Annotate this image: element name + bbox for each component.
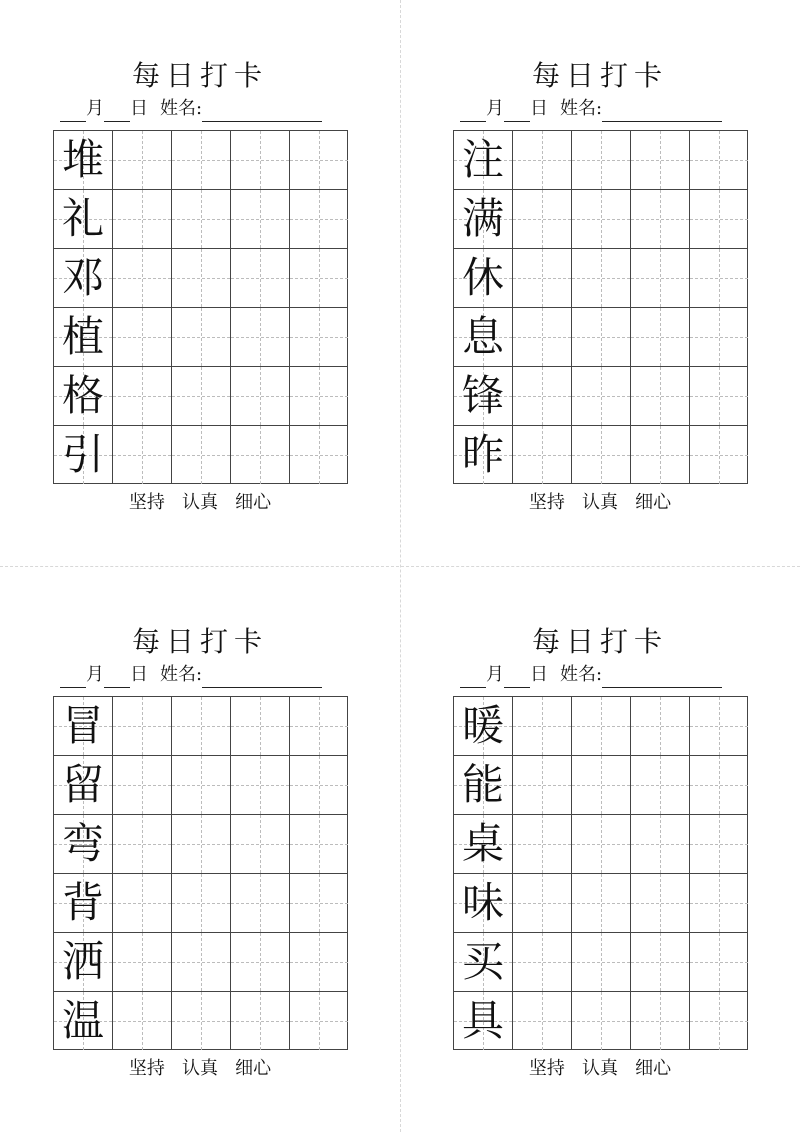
- motto: 坚持 认真 细心: [528, 1058, 672, 1079]
- day-label: 日: [530, 98, 548, 119]
- practice-cell[interactable]: [171, 696, 230, 755]
- date-name-line: [60, 662, 352, 688]
- model-char: 休: [461, 253, 504, 302]
- name-blank[interactable]: [602, 667, 722, 688]
- practice-cell[interactable]: [571, 425, 630, 484]
- day-blank[interactable]: [504, 101, 530, 122]
- practice-cell[interactable]: [289, 130, 348, 189]
- practice-cell[interactable]: [230, 366, 289, 425]
- card-title: 每日打卡: [131, 59, 268, 92]
- practice-cell[interactable]: [112, 307, 171, 366]
- date-name-line: [460, 662, 752, 688]
- month-blank[interactable]: [60, 101, 86, 122]
- model-char: 洒: [61, 937, 104, 986]
- model-char-cell: [453, 248, 512, 307]
- motto: 坚持 认真 细心: [128, 492, 272, 513]
- practice-cell[interactable]: [630, 307, 689, 366]
- month-label: 月: [486, 664, 504, 685]
- practice-cell[interactable]: [289, 189, 348, 248]
- practice-cell[interactable]: [571, 307, 630, 366]
- model-char-cell: [53, 307, 112, 366]
- practice-cell[interactable]: [171, 991, 230, 1050]
- model-char-cell: [53, 425, 112, 484]
- practice-card: [400, 566, 800, 1132]
- model-char-cell: [53, 366, 112, 425]
- model-char: 弯: [61, 819, 104, 868]
- practice-cell[interactable]: [112, 130, 171, 189]
- practice-cell[interactable]: [512, 307, 571, 366]
- model-char: 温: [61, 996, 104, 1045]
- practice-cell[interactable]: [230, 189, 289, 248]
- model-char-cell: [453, 696, 512, 755]
- model-char: 桌: [461, 819, 504, 868]
- model-char-cell: [53, 189, 112, 248]
- practice-cell[interactable]: [689, 425, 748, 484]
- practice-cell[interactable]: [512, 425, 571, 484]
- day-blank[interactable]: [104, 101, 130, 122]
- practice-cell[interactable]: [512, 130, 571, 189]
- practice-cell[interactable]: [230, 873, 289, 932]
- practice-cell[interactable]: [230, 696, 289, 755]
- model-char: 植: [61, 312, 104, 361]
- month-blank[interactable]: [460, 101, 486, 122]
- model-char: 礼: [61, 194, 104, 243]
- model-char: 具: [461, 996, 504, 1045]
- name-blank[interactable]: [202, 101, 322, 122]
- practice-cell[interactable]: [630, 932, 689, 991]
- practice-card: [0, 0, 400, 566]
- practice-cell[interactable]: [112, 425, 171, 484]
- practice-cell[interactable]: [571, 366, 630, 425]
- month-blank[interactable]: [460, 667, 486, 688]
- practice-cell[interactable]: [230, 991, 289, 1050]
- practice-cell[interactable]: [289, 755, 348, 814]
- practice-cell[interactable]: [112, 873, 171, 932]
- practice-cell[interactable]: [689, 814, 748, 873]
- practice-cell[interactable]: [112, 366, 171, 425]
- practice-cell[interactable]: [230, 755, 289, 814]
- practice-cell[interactable]: [689, 130, 748, 189]
- model-char: 引: [61, 430, 104, 479]
- practice-cell[interactable]: [512, 932, 571, 991]
- model-char-cell: [53, 696, 112, 755]
- model-char-cell: [453, 991, 512, 1050]
- model-char-cell: [53, 991, 112, 1050]
- practice-cell[interactable]: [171, 130, 230, 189]
- name-label: 姓名:: [560, 98, 603, 119]
- model-char-cell: [453, 814, 512, 873]
- practice-cell[interactable]: [171, 366, 230, 425]
- practice-cell[interactable]: [289, 425, 348, 484]
- day-blank[interactable]: [104, 667, 130, 688]
- model-char: 满: [461, 194, 504, 243]
- practice-cell[interactable]: [630, 814, 689, 873]
- practice-cell[interactable]: [171, 755, 230, 814]
- practice-cell[interactable]: [289, 873, 348, 932]
- day-label: 日: [130, 664, 148, 685]
- practice-cell[interactable]: [171, 307, 230, 366]
- practice-cell[interactable]: [171, 932, 230, 991]
- practice-cell[interactable]: [689, 248, 748, 307]
- model-char: 冒: [61, 701, 104, 750]
- day-label: 日: [530, 664, 548, 685]
- practice-cell[interactable]: [689, 755, 748, 814]
- practice-cell[interactable]: [289, 932, 348, 991]
- practice-cell[interactable]: [512, 189, 571, 248]
- date-name-line: [60, 96, 352, 122]
- practice-cell[interactable]: [112, 932, 171, 991]
- practice-cell[interactable]: [112, 991, 171, 1050]
- practice-cell[interactable]: [512, 248, 571, 307]
- model-char: 背: [61, 878, 104, 927]
- model-char-cell: [53, 248, 112, 307]
- model-char-cell: [53, 873, 112, 932]
- practice-cell[interactable]: [689, 366, 748, 425]
- model-char: 邓: [61, 253, 104, 302]
- practice-cell[interactable]: [571, 814, 630, 873]
- practice-cell[interactable]: [512, 814, 571, 873]
- name-label: 姓名:: [160, 664, 203, 685]
- practice-cell[interactable]: [512, 696, 571, 755]
- practice-cell[interactable]: [571, 189, 630, 248]
- model-char: 注: [461, 135, 504, 184]
- practice-cell[interactable]: [571, 932, 630, 991]
- model-char-cell: [53, 932, 112, 991]
- practice-cell[interactable]: [289, 366, 348, 425]
- practice-cell[interactable]: [171, 814, 230, 873]
- practice-cell[interactable]: [571, 696, 630, 755]
- month-label: 月: [486, 98, 504, 119]
- model-char: 昨: [461, 430, 504, 479]
- practice-cell[interactable]: [571, 248, 630, 307]
- practice-cell[interactable]: [171, 248, 230, 307]
- day-label: 日: [130, 98, 148, 119]
- practice-cell[interactable]: [630, 991, 689, 1050]
- name-label: 姓名:: [160, 98, 203, 119]
- model-char-cell: [453, 932, 512, 991]
- practice-cell[interactable]: [230, 248, 289, 307]
- practice-cell[interactable]: [571, 873, 630, 932]
- tianzige-grid: [53, 696, 348, 1050]
- month-label: 月: [86, 98, 104, 119]
- practice-cell[interactable]: [630, 696, 689, 755]
- practice-cell[interactable]: [630, 189, 689, 248]
- date-name-line: [460, 96, 752, 122]
- name-blank[interactable]: [602, 101, 722, 122]
- motto: 坚持 认真 细心: [528, 492, 672, 513]
- tianzige-grid: [53, 130, 348, 484]
- card-title: 每日打卡: [531, 625, 668, 658]
- month-blank[interactable]: [60, 667, 86, 688]
- tianzige-grid: [453, 696, 748, 1050]
- model-char: 格: [61, 371, 104, 420]
- day-blank[interactable]: [504, 667, 530, 688]
- model-char: 锋: [461, 371, 504, 420]
- practice-card: [0, 566, 400, 1132]
- card-title: 每日打卡: [531, 59, 668, 92]
- tianzige-grid: [453, 130, 748, 484]
- model-char: 息: [461, 312, 504, 361]
- practice-cell[interactable]: [689, 932, 748, 991]
- model-char-cell: [53, 755, 112, 814]
- practice-cell[interactable]: [630, 425, 689, 484]
- practice-cell[interactable]: [171, 873, 230, 932]
- practice-cell[interactable]: [112, 189, 171, 248]
- practice-cell[interactable]: [571, 755, 630, 814]
- motto: 坚持 认真 细心: [128, 1058, 272, 1079]
- practice-cell[interactable]: [571, 130, 630, 189]
- practice-cell[interactable]: [230, 425, 289, 484]
- practice-cell[interactable]: [230, 130, 289, 189]
- practice-cell[interactable]: [571, 991, 630, 1050]
- model-char: 留: [61, 760, 104, 809]
- model-char-cell: [453, 130, 512, 189]
- month-label: 月: [86, 664, 104, 685]
- practice-cell[interactable]: [689, 307, 748, 366]
- card-title: 每日打卡: [131, 625, 268, 658]
- model-char: 味: [461, 878, 504, 927]
- practice-cell[interactable]: [689, 873, 748, 932]
- model-char-cell: [53, 130, 112, 189]
- practice-cell[interactable]: [512, 755, 571, 814]
- model-char-cell: [453, 873, 512, 932]
- practice-cell[interactable]: [289, 991, 348, 1050]
- practice-cell[interactable]: [230, 814, 289, 873]
- model-char-cell: [453, 307, 512, 366]
- practice-cell[interactable]: [230, 307, 289, 366]
- practice-cell[interactable]: [512, 873, 571, 932]
- practice-cell[interactable]: [289, 248, 348, 307]
- model-char: 能: [461, 760, 504, 809]
- practice-cell[interactable]: [689, 696, 748, 755]
- model-char-cell: [453, 425, 512, 484]
- practice-cell[interactable]: [689, 991, 748, 1050]
- practice-cell[interactable]: [630, 248, 689, 307]
- practice-cell[interactable]: [512, 366, 571, 425]
- practice-cell[interactable]: [630, 755, 689, 814]
- practice-cell[interactable]: [171, 189, 230, 248]
- practice-cell[interactable]: [630, 873, 689, 932]
- model-char-cell: [453, 189, 512, 248]
- practice-cell[interactable]: [689, 189, 748, 248]
- model-char: 买: [461, 937, 504, 986]
- practice-cell[interactable]: [512, 991, 571, 1050]
- practice-cell[interactable]: [289, 307, 348, 366]
- practice-card: [400, 0, 800, 566]
- practice-cell[interactable]: [630, 130, 689, 189]
- practice-cell[interactable]: [171, 425, 230, 484]
- model-char: 堆: [61, 135, 104, 184]
- practice-cell[interactable]: [112, 248, 171, 307]
- practice-cell[interactable]: [289, 696, 348, 755]
- practice-cell[interactable]: [630, 366, 689, 425]
- practice-cell[interactable]: [289, 814, 348, 873]
- model-char-cell: [53, 814, 112, 873]
- practice-cell[interactable]: [112, 696, 171, 755]
- practice-cell[interactable]: [112, 755, 171, 814]
- model-char-cell: [453, 755, 512, 814]
- name-label: 姓名:: [560, 664, 603, 685]
- model-char-cell: [453, 366, 512, 425]
- model-char: 暖: [461, 701, 504, 750]
- practice-cell[interactable]: [112, 814, 171, 873]
- practice-cell[interactable]: [230, 932, 289, 991]
- name-blank[interactable]: [202, 667, 322, 688]
